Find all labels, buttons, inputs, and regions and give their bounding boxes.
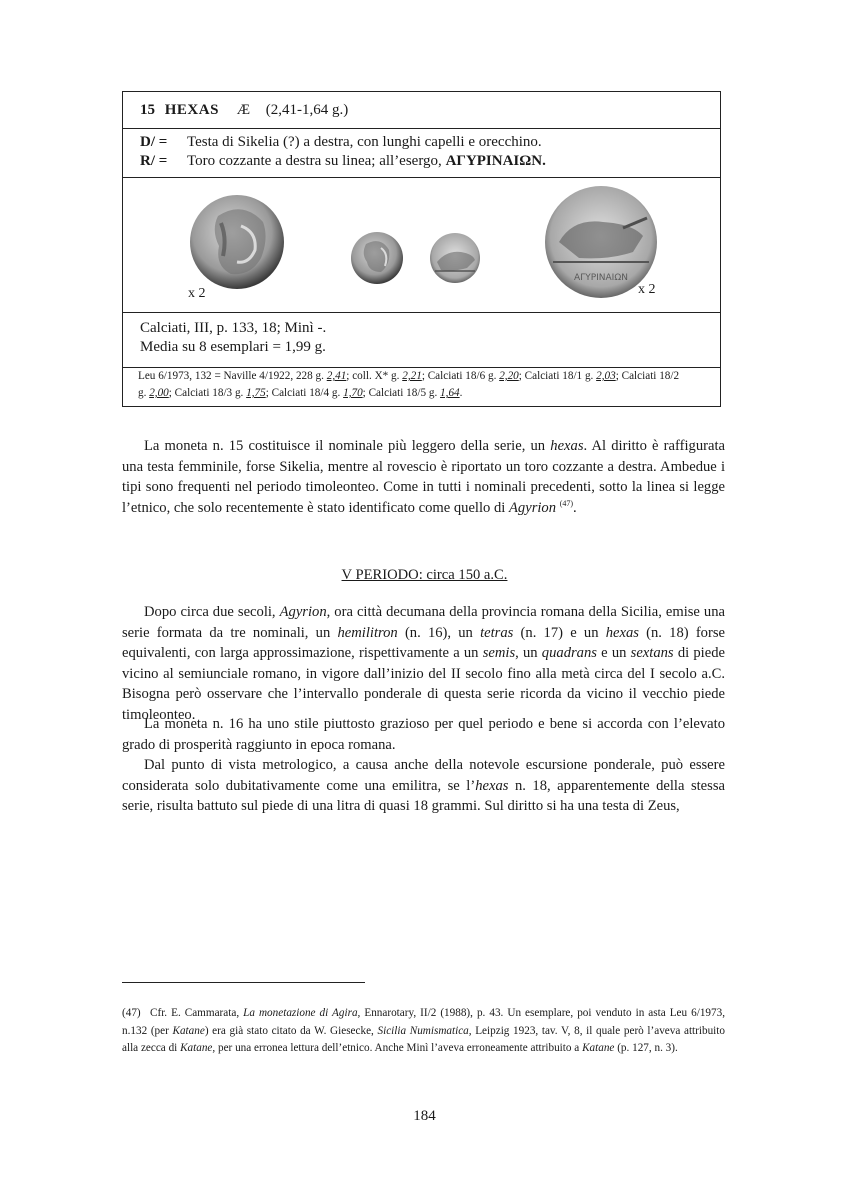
magnification-left: x 2 xyxy=(188,286,206,301)
references: Calciati, III, p. 133, 18; Minì -. xyxy=(140,320,327,336)
term-hexas: hexas xyxy=(475,777,509,794)
text-run: Dal punto di vista metrologico, a causa anche della notevole escursione ponderale, può essere considerata solo dubitativamente come una emilitra, se l’ xyxy=(122,757,725,794)
specimen-source: ; Calciati 18/4 g. xyxy=(265,387,341,399)
text-run: . xyxy=(573,499,577,516)
specimen-source: ; Calciati 18/1 g. xyxy=(518,370,594,382)
term-tetras: tetras xyxy=(480,624,514,641)
text-run: Cfr. E. Cammarata, xyxy=(150,1007,244,1019)
reverse-text: Toro cozzante a destra su linea; all’esergo, xyxy=(187,153,442,169)
svg-text:ΑΓΥΡΙΝΑΙΩΝ: ΑΓΥΡΙΝΑΙΩΝ xyxy=(574,273,628,283)
footnote-number: (47) xyxy=(122,1007,141,1019)
text-run: di piede vicino al semiunciale romano, in vigore dall’inizio del II secolo fino alla metà circa del I secolo a.C. Bisogna però osservare che l’intervallo ponderale di questa serie ricorda da vicino il vecchio piede timoleonteo. xyxy=(122,645,725,723)
text-run: Leipzig 1923, tav. V, 8, il quale però l’aveva attribuito alla zecca di xyxy=(122,1024,725,1054)
obverse-enlarged-coin xyxy=(190,195,284,289)
specimen-list xyxy=(138,368,712,402)
footnote-separator xyxy=(122,982,365,983)
paragraph-coin-15 xyxy=(122,436,725,518)
specimen-weight: 1,64 xyxy=(440,387,460,399)
term-hexas: hexas xyxy=(550,438,584,454)
catalog-title xyxy=(140,102,348,119)
specimen-source: ; coll. X* g. xyxy=(346,370,400,382)
text-run: , ora città decumana della provincia romana della Sicilia, emise una serie formata da tre nominali, un xyxy=(122,604,725,641)
page-number: 184 xyxy=(413,1108,436,1124)
average-weight: Media su 8 esemplari = 1,99 g. xyxy=(140,339,326,355)
specimen-list-end: . xyxy=(459,387,463,399)
coin-images xyxy=(123,178,720,311)
specimen-weight: 2,41 xyxy=(326,370,347,382)
reverse-description xyxy=(140,153,546,170)
term-katane: Katane xyxy=(172,1024,205,1037)
specimen-weight: 1,75 xyxy=(246,387,266,399)
obverse-coin xyxy=(351,232,403,284)
specimen-source: Leu 6/1973, 132 = Naville 4/1922, 228 g. xyxy=(138,370,324,382)
reverse-coin xyxy=(430,233,480,283)
specimen-source: ; Calciati 18/5 g. xyxy=(362,387,438,399)
metal-symbol: Æ xyxy=(236,102,251,118)
specimen-weight: 2,03 xyxy=(596,370,616,382)
text-run: (n. 17) e un xyxy=(513,624,606,641)
text-run: per una erronea lettura dell’etnico. Anche Minì l’aveva erroneamente attribuito a xyxy=(215,1042,583,1054)
text-run: (p. 127, n. 3). xyxy=(614,1042,678,1054)
term-katane: Katane xyxy=(582,1042,615,1054)
obverse-description xyxy=(140,134,542,151)
paragraph-period-v xyxy=(122,602,725,725)
paragraph-coin-16 xyxy=(122,714,725,755)
reverse-legend: ΑΓΥΡΙΝΑΙΩΝ. xyxy=(445,153,546,169)
obverse-label: D/ = xyxy=(140,134,168,150)
text-run: Ennarotary, II/2 (1988), p. 43. Un esemplare, poi venduto in asta Leu 6/1973, n.132 (per xyxy=(122,1007,725,1037)
term-sextans: sextans xyxy=(630,645,674,661)
specimen-source: ; Calciati 18/2 g. xyxy=(138,370,680,399)
bibliography-block xyxy=(123,313,720,368)
text-run: Dopo circa due secoli, xyxy=(144,604,280,620)
cited-title: Sicilia Numismatica, xyxy=(377,1024,472,1037)
specimen-weight: 2,00 xyxy=(149,387,169,399)
term-hexas: hexas xyxy=(605,624,639,641)
text-run: ) era già stato citato da W. Giesecke, xyxy=(204,1024,378,1037)
footnote-47 xyxy=(122,1005,725,1058)
specimen-weight: 2,20 xyxy=(499,370,519,382)
catalog-entry xyxy=(122,91,721,407)
footnote-ref: (47) xyxy=(559,498,574,508)
cited-title: La monetazione di Agira, xyxy=(243,1007,361,1019)
magnification-right: x 2 xyxy=(638,282,656,297)
catalog-title-row xyxy=(123,92,720,129)
weight-range: (2,41-1,64 g.) xyxy=(265,102,349,118)
text-run: , un xyxy=(515,645,542,661)
text-run: e un xyxy=(596,645,631,661)
text-run: (n. 18) forse equivalenti, con larga approssimazione, rispettivamente a un xyxy=(122,624,725,661)
specimen-weight: 1,70 xyxy=(343,387,363,399)
term-katane: Katane, xyxy=(180,1042,216,1054)
reverse-label: R/ = xyxy=(140,153,168,169)
text-run: . Al diritto è raffigurata una testa femminile, forse Sikelia, mentre al rovescio è riportato un toro cozzante a destra. Ambedue i tipi sono frequenti nel periodo timoleonteo. Come in tutti i nominali precedenti, sotto la linea si legge l’etnico, che solo recentemente è stato identificato come quello di xyxy=(122,438,725,516)
text-run: (n. 16), un xyxy=(397,624,481,641)
term-agyrion: Agyrion xyxy=(279,604,327,620)
specimen-source: ; Calciati 18/6 g. xyxy=(421,370,497,382)
section-heading-text: V PERIODO: circa 150 a.C. xyxy=(341,567,508,583)
coin-types xyxy=(123,129,720,178)
term-quadrans: quadrans xyxy=(541,645,597,661)
denomination: HEXAS xyxy=(164,102,219,118)
specimen-source: ; Calciati 18/3 g. xyxy=(168,387,244,399)
section-heading xyxy=(0,567,849,584)
obverse-text: Testa di Sikelia (?) a destra, con lunghi capelli e orecchino. xyxy=(187,134,542,150)
coin-photographs xyxy=(123,178,720,313)
specimen-weight: 2,21 xyxy=(402,370,422,382)
term-agyrion: Agyrion xyxy=(509,499,557,516)
term-hemilitron: hemilitron xyxy=(337,624,398,641)
text-run: La moneta n. 15 costituisce il nominale più leggero della serie, un xyxy=(144,438,551,454)
catalog-number: 15 xyxy=(140,102,155,118)
text-run: n. 18, apparentemente della stessa serie, risulta battuto sul piede di una litra di quasi 18 grammi. Sul diritto si ha una testa di Zeus, xyxy=(122,777,725,814)
text-run: La moneta n. 16 ha uno stile piuttosto grazioso per quel periodo e bene si accorda con l’elevato grado di prosperità raggiunto in epoca romana. xyxy=(122,716,725,753)
term-semis: semis xyxy=(482,645,516,661)
paragraph-metrology xyxy=(122,755,725,817)
